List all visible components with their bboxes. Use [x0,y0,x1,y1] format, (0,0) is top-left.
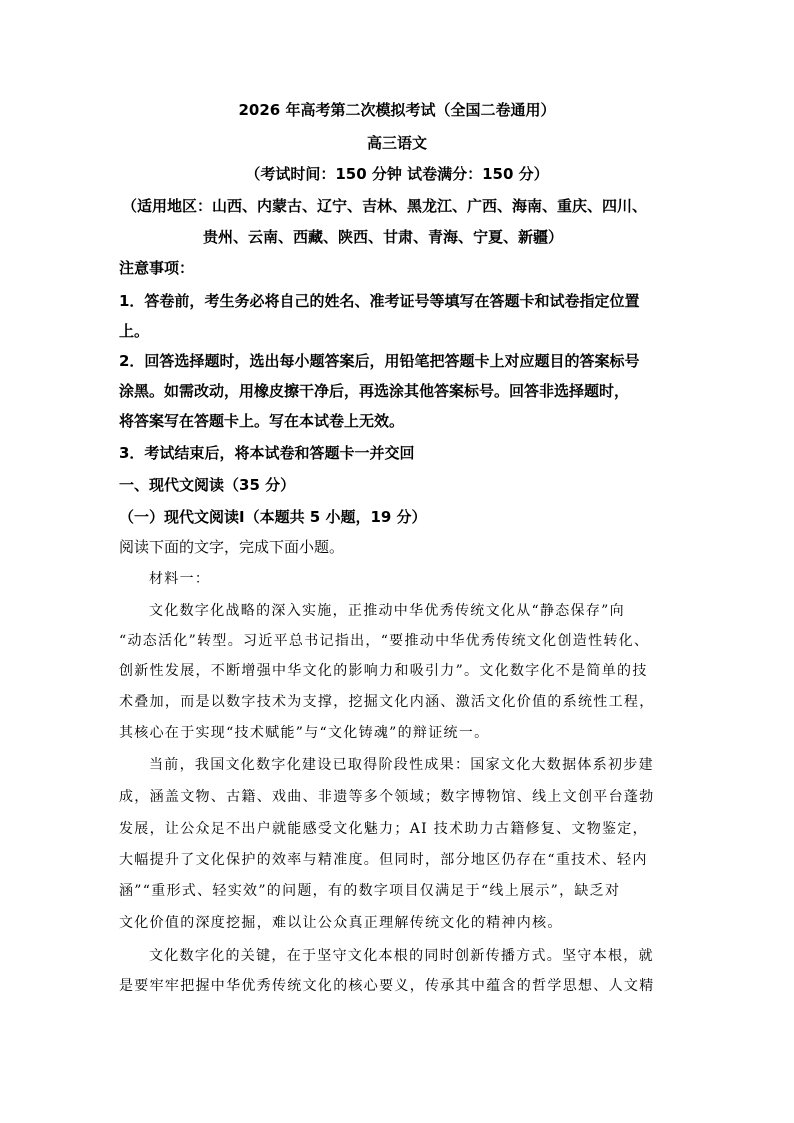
exam-title: 2026 年高考第二次模拟考试（全国二卷通用） [238,101,556,119]
passage-p3-line-1: 文化数字化的关键，在于坚守文化本根的同时创新传播方式。坚守本根，就 [149,948,654,964]
passage-p1-line-4: 术叠加，而是以数字技术为支撑，挖掘文化内涵、激活文化价值的系统性工程， [119,694,655,710]
subject-title: 高三语文 [366,134,427,152]
reading-instruction: 阅读下面的文字，完成下面小题。 [119,538,345,556]
notice-item-1-line-2: 上。 [119,322,150,340]
passage-p1-line-3: 创新性发展，不断增强中华文化的影响力和吸引力”。文化数字化不是简单的技 [119,663,648,679]
passage-p2-line-5: 涵”“重形式、轻实效”的问题，有的数字项目仅满足于“线上展示”，缺乏对 [119,883,621,899]
applicable-regions-line-2: 贵州、云南、西藏、陕西、甘肃、青海、宁夏、新疆） [203,228,564,246]
passage-p3-line-2: 是要牢牢把握中华优秀传统文化的核心要义，传承其中蕴含的哲学思想、人文精 [119,978,655,994]
passage-p2-line-3: 发展，让公众足不出户就能感受文化魅力；AI 技术助力古籍修复、文物鉴定， [119,821,648,837]
notice-item-2-line-3: 将答案写在答题卡上。写在本试卷上无效。 [119,412,405,430]
passage-p2-line-6: 文化价值的深度挖掘，难以让公众真正理解传统文化的精神内核。 [119,915,563,931]
notice-item-2-line-2: 涂黑。如需改动，用橡皮擦干净后，再选涂其他答案标号。回答非选择题时， [119,382,630,400]
notice-item-1-line-1: 1．答卷前，考生务必将自己的姓名、准考证号等填写在答题卡和试卷指定位置 [119,292,640,310]
section-subtitle: （一）现代文阅读Ⅰ（本题共 5 小题，19 分） [119,508,427,526]
passage-p1-line-1: 文化数字化战略的深入实施，正推动中华优秀传统文化从“静态保存”向 [149,603,625,619]
passage-p2-line-4: 大幅提升了文化保护的效率与精准度。但同时，部分地区仍存在“重技术、轻内 [119,852,648,868]
passage-p1-line-5: 其核心在于实现“技术赋能”与“文化铸魂”的辩证统一。 [119,725,490,741]
passage-p2-line-1: 当前，我国文化数字化建设已取得阶段性成果：国家文化大数据体系初步建 [149,757,654,773]
material-label: 材料一： [149,571,211,587]
passage-p2-line-2: 成，涵盖文物、古籍、戏曲、非遗等多个领域；数字博物馆、线上文创平台蓬勃 [119,789,655,805]
notice-heading: 注意事项： [119,259,195,277]
notice-item-3-line-1: 3．考试结束后，将本试卷和答题卡一并交回 [119,444,415,462]
passage-p1-line-2: “动态活化”转型。习近平总书记指出，“要推动中华优秀传统文化创造性转化、 [119,633,650,649]
applicable-regions-line-1: （适用地区：山西、内蒙古、辽宁、吉林、黑龙江、广西、海南、重庆、四川、 [122,197,648,215]
notice-item-2-line-1: 2．回答选择题时，选出每小题答案后，用铅笔把答题卡上对应题目的答案标号 [119,352,640,370]
section-title: 一、现代文阅读（35 分） [119,476,296,494]
exam-time-info: （考试时间：150 分钟 试卷满分：150 分） [245,165,549,183]
